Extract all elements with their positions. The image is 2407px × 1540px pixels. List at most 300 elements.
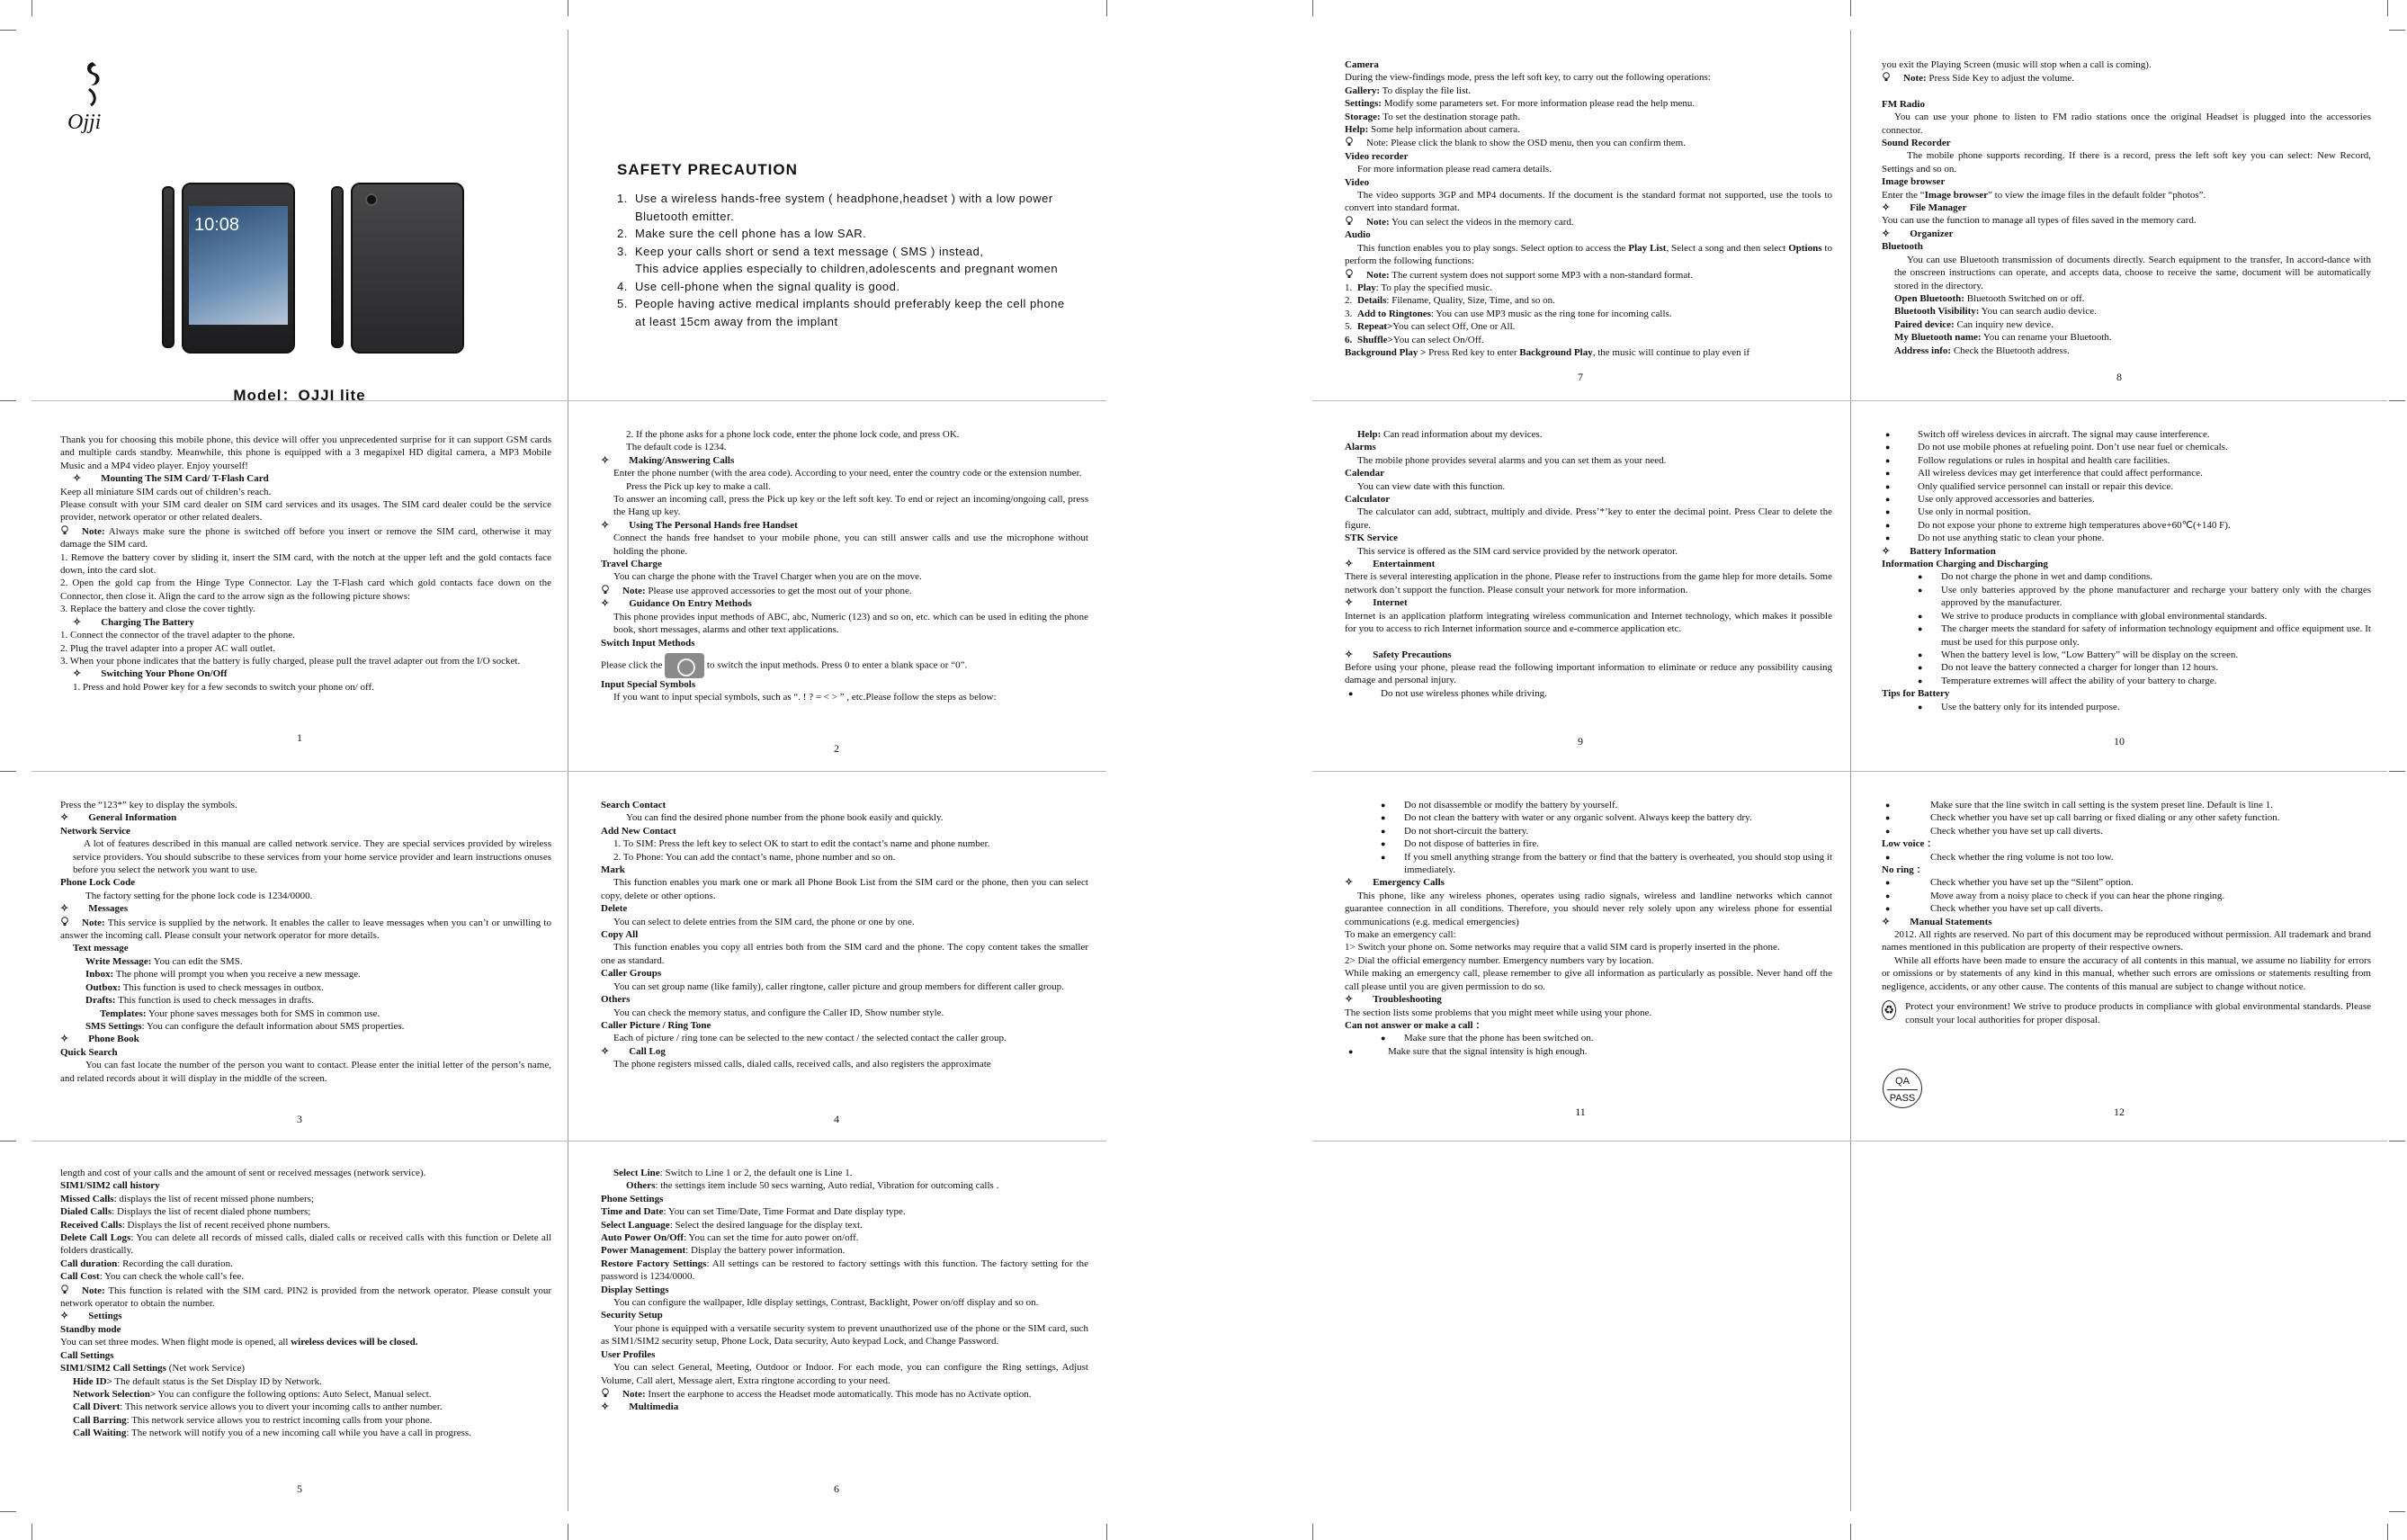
crop-mark [0,1511,16,1512]
paragraph: 2. Open the gold cap from the Hinge Type Connector. Lay the T-Flash card which gold contacts face down on the Connector, then close it. Align the card to the arrow sign as the following picture shows: [60,578,551,602]
list-item: ● Check whether you have set up call barring or fixed dialing or any other safety function. [1882,811,2371,824]
paragraph: The default code is 1234. [626,442,727,453]
safety-list [617,190,1085,330]
list-item: ● Do not use wireless phones while driving. [1345,687,1832,700]
crop-mark [1312,0,1313,16]
paragraph: You can use your phone to listen to FM radio stations once the original Headset is plugged into the accessories connector. [1882,112,2371,136]
paragraph: Others: the settings item include 50 secs warning, Auto redial, Vibration for outcoming calls . [626,1180,999,1192]
paragraph: If you want to input special symbols, such as “. ! ? = < > ” , etc.Please follow the steps as below: [613,692,997,703]
section-heading: FM Radio [1882,98,1925,110]
paragraph: A lot of features described in this manual are called network service. They are special services provided by wireless service providers. You should subscribe to these services from your home service provider and learn instructions onuses before you select the network you want to use. [73,838,551,876]
crop-mark [2387,0,2388,16]
paragraph: Call Divert: This network service allows you to divert your incoming calls to anther number. [73,1401,443,1413]
paragraph: You can check the memory status, and configure the Caller ID, Show number style. [613,1007,944,1018]
section-heading: Can not answer or make a call ： [1345,1019,1486,1031]
paragraph: Thank you for choosing this mobile phone, this device will offer you unprecedented surprise for it can support GSM cards and multiple cards standby. Meanwhile, this phone is equipped with a 3 megapixel HD digital camera, a MP3 Mobile Music and a MP4 video player. Enjoy yourself! [60,434,551,471]
page-content [1345,428,1832,736]
list-item: ● Do not expose your phone to extreme high temperatures above+60℃(+140 F). [1882,519,2371,532]
list-item: ● Make sure that the phone has been switched on. [1345,1032,1832,1044]
list-item: ● Use only batteries approved by the phone manufacturer and recharge your battery only with the charges approved by the manufacturer. [1882,584,2371,610]
list-item: ● We strive to produce products in compliance with global environmental standards. [1882,610,2371,622]
paragraph: Settings: Modify some parameters set. For more information please read the help menu. [1345,98,1696,110]
manual-page-11 [1312,772,1848,1142]
section-heading: Video [1345,176,1370,188]
list-item: ● Do not charge the phone in wet and damp conditions. [1882,570,2371,583]
paragraph: Paired device: Can inquiry new device. [1894,318,2054,330]
section-heading: ✧ Battery Information [1882,545,2371,558]
section-heading: Search Contact [601,800,667,810]
section-heading: ✧ Guidance On Entry Methods [601,597,1088,610]
list-item: ● Do not disassemble or modify the battery by yourself. [1345,799,1832,811]
page-content [60,434,551,736]
list-item: 2. If the phone asks for a phone lock code, enter the phone lock code, and press OK. [626,429,960,440]
page-number: 11 [1575,1106,1586,1118]
brand-name: Ojji [67,111,102,134]
crop-mark [2389,1141,2405,1142]
paragraph: To answer an incoming call, press the Pick up key or the left soft key. To end or reject an incoming/ongoing call, press the Hang up key. [613,494,1088,518]
list-item: 3. When your phone indicates that the battery is fully charged, please pull the travel adapter out from the I/O socket. [60,655,521,667]
section-heading: ✧ Settings [60,1310,551,1322]
paragraph: 2> Dial the official emergency number. Emergency numbers vary by location. [1345,954,1654,966]
note: Note: You can select the videos in the memory card. [1345,215,1832,228]
manual-page-12 [1851,772,2387,1142]
list-item: ● Move away from a noisy place to check if you can hear the phone ringing. [1882,890,2371,902]
paragraph: Write Message: You can edit the SMS. [85,955,243,967]
cover-panel [31,30,568,400]
section-heading: Call Settings [60,1349,114,1361]
section-heading: Network Service [60,825,130,837]
paragraph: Connect the hands free handset to your mobile phone, you can still answer calls and use the microphone without holding the phone. [613,533,1088,557]
paragraph: Bluetooth Visibility: You can search audio device. [1894,306,2097,318]
crop-mark [2389,400,2405,401]
lightbulb-icon [1345,216,1354,226]
paragraph: Please click the to switch the input methods. Press 0 to enter a blank space or “0”. [601,653,1088,678]
paragraph: You can set group name (like family), caller ringtone, caller picture and group members for different caller group. [613,980,1064,992]
paragraph: Gallery: To display the file list. [1345,85,1472,96]
paragraph: Call Barring: This network service allows you to restrict incoming calls from your phone. [73,1414,433,1426]
list-item: 2. Details: Filename, Quality, Size, Time, and so on. [1345,295,1555,307]
crop-mark [1312,1524,1313,1540]
paragraph: You can fast locate the number of the person you want to contact. Please enter the initial letter of the person’s name, and related records about it will display in the middle of the screen. [60,1060,551,1084]
section-heading: Caller Groups [601,968,662,980]
recycle-icon: ♻ [1882,1000,1896,1020]
section-heading: Calculator [1345,494,1391,506]
environment-notice: ♻ Protect your environment! We strive to produce products in compliance with global environmental standards. Please consult your local authorities for proper disposal. [1882,1000,2371,1026]
list-item: 2. Make sure the cell phone has a low SAR. [617,227,867,240]
page-number: 5 [297,1482,302,1495]
page-content [601,799,1088,1106]
crop-mark [2387,1524,2388,1540]
page-number: 4 [834,1113,839,1125]
paragraph: Templates: Your phone saves messages both for SMS in common use. [100,1007,380,1019]
section-heading: Switch Input Methods [601,637,695,649]
list-item: ● Do not use anything static to clean your phone. [1882,532,2371,544]
section-heading: Text message [73,943,129,954]
section-heading: Image browser [1882,176,1946,188]
paragraph: This phone provides input methods of ABC, abc, Numeric (123) and so on, etc. which can be used in editing the phone book, short messages, alarms and other text applications. [613,611,1088,636]
list-item-continuation: Bluetooth emitter. [635,209,735,223]
spacer [1345,636,1832,649]
list-item: 5. Repeat>You can select Off, One or All. [1345,321,1516,333]
list-item: ● Do not clean the battery with water or any organic solvent. Always keep the battery dry. [1345,811,1832,824]
note: Note: This function is related with the SIM card. PIN2 is provided from the network operator. Please consult your network operator to obtain the number. [60,1285,551,1310]
paragraph: Call Waiting: The network will notify you of a new incoming call while you have a call in progress. [73,1428,471,1439]
paragraph: 1> Switch your phone on. Some networks may require that a valid SIM card is properly inserted in the phone. [1345,942,1780,954]
section-heading: ✧ Safety Precautions [1345,649,1832,661]
list-item: ● Temperature extremes will affect the ability of your battery to charge. [1882,675,2371,687]
paragraph: Help: Some help information about camera. [1345,124,1520,136]
section-heading: ✧ Organizer [1882,228,2371,240]
list-item: ● Check whether you have set up the “Silent” option. [1882,876,2371,889]
section-heading: ✧ Making/Answering Calls [601,454,1088,467]
crop-mark [0,771,16,772]
paragraph: You can set three modes. When flight mode is opened, all wireless devices will be closed. [60,1337,418,1348]
section-heading: Caller Picture / Ring Tone [601,1019,711,1031]
paragraph: Press the Pick up key to make a call. [626,480,771,492]
section-heading: SIM1/SIM2 call history [60,1180,160,1192]
list-item: 3. Add to Ringtones: You can use MP3 music as the ring tone for incoming calls. [1345,308,1672,319]
paragraph: SMS Settings: You can configure the default information about SMS properties. [85,1020,405,1032]
lightbulb-icon [601,585,610,595]
list-item: 1. Use a wireless hands-free system ( headphone,headset ) with a low power [617,192,1053,205]
page-number: 8 [2116,371,2122,383]
paragraph: Drafts: This function is used to check messages in drafts. [85,995,314,1007]
paragraph: You can view date with this function. [1357,480,1506,492]
phone-side-view [162,186,174,348]
lightbulb-icon [60,525,69,535]
section-heading: ✧ Switching Your Phone On/Off [60,667,551,680]
paragraph: The section lists some problems that you might meet while using your phone. [1345,1007,1652,1018]
section-heading: Quick Search [60,1046,118,1058]
section-heading: ✧ Charging The Battery [60,616,551,629]
crop-mark [2389,771,2405,772]
note: Note: Always make sure the phone is switched off before you insert or remove the SIM card, otherwise it may damage the SIM card. [60,525,551,551]
paragraph: My Bluetooth name: You can rename your Bluetooth. [1894,332,2112,344]
paragraph: Enter the phone number (with the area code). According to your need, enter the country code or the extension number. [613,468,1082,479]
section-heading: Phone Lock Code [60,877,136,889]
qa-pass-stamp: QA PASS [1883,1069,1922,1108]
note: Note: Please click the blank to show the OSD menu, then you can confirm them. [1345,136,1832,149]
model-label: Model：OJJI lite [233,387,366,400]
section-heading: Calendar [1345,468,1384,479]
section-heading: ✧ General Information [60,811,551,824]
page-content [1882,799,2371,1043]
list-item: ● Check whether you have set up call diverts. [1882,825,2371,837]
paragraph: Please consult with your SIM card dealer on SIM card services and its usages. The SIM card dealer could be the service provider, network operator or other related dealers. [60,499,551,524]
paragraph: Delete Call Logs: You can delete all records of missed calls, dialed calls or received calls with this function or Delete all folders drastically. [60,1232,551,1257]
paragraph: Open Bluetooth: Bluetooth Switched on or off. [1894,292,2085,304]
list-item: 2. To Phone: You can add the contact’s name, phone number and so on. [613,851,896,863]
manual-page-9 [1312,401,1848,772]
section-heading: Low voice ： [1882,838,1937,850]
list-item: 6. Shuffle>You can select On/Off. [1345,334,1484,345]
list-item: 1. Connect the connector of the travel adapter to the phone. [60,630,295,641]
paragraph: Before using your phone, please read the following important information to eliminate or reduce any possibility causing damage and personal injury. [1345,661,1832,686]
page-number: 10 [2114,735,2125,748]
list-item: ● Do not short-circuit the battery. [1345,825,1832,837]
paragraph: Storage: To set the destination storage path. [1345,111,1520,122]
crop-mark [0,400,16,401]
page-number: 1 [297,731,302,744]
section-heading: Input Special Symbols [601,678,696,690]
paragraph: Dialed Calls: Displays the list of recent dialed phone numbers; [60,1206,311,1218]
list-item: ● Use only approved accessories and batteries. [1882,493,2371,506]
lightbulb-icon [1345,269,1354,279]
paragraph: Restore Factory Settings: All settings can be restored to factory settings with this function. The factory setting for the password is 1234/0000. [601,1258,1088,1283]
phone-clock: 10:08 [194,215,240,235]
manual-page-10 [1851,401,2387,772]
paragraph: You can find the desired phone number from the phone book easily and quickly. [626,812,944,824]
list-item: ● Only qualified service personnel can install or repair this device. [1882,480,2371,493]
paragraph: Power Management: Display the battery power information. [601,1245,846,1257]
list-item: 1. Press and hold Power key for a few seconds to switch your phone on/ off. [73,681,374,693]
paragraph: SIM1/SIM2 Call Settings (Net work Service) [60,1363,246,1374]
page-content [1345,799,1832,1106]
list-item: ● Do not dispose of batteries in fire. [1345,837,1832,850]
paragraph: Network Selection> You can configure the following options: Auto Select, Manual select. [73,1388,432,1400]
section-heading: Camera [1345,59,1379,70]
paragraph: This phone, like any wireless phones, operates using radio signals, wireless and landline networks which cannot guarantee connection in all conditions. Therefore, you should never rely solely upon any wireless phone for essential communications (e.g. medical emergencies) [1345,890,1832,927]
page-content [601,428,1088,736]
crop-mark [0,1141,16,1142]
paragraph: You can use Bluetooth transmission of documents directly. Search equipment to the transfer, In accord-dance with the onscreen instructions can operate, and accepts data, choose to receive the same, document will be automatically stored in the directory. [1894,254,2371,291]
list-item: 1. To SIM: Press the left key to select OK to start to edit the contact’s name and phone number. [613,838,990,850]
paragraph: To make an emergency call: [1345,929,1456,941]
page-number: 12 [2114,1106,2125,1118]
section-heading: ✧ Phone Book [60,1033,551,1045]
paragraph: This function enables you copy all entries both from the SIM card and the phone. The copy content takes the smaller one as standard. [601,942,1088,966]
manual-page-1 [31,401,568,772]
note: Note: Press Side Key to adjust the volume. [1882,71,2371,85]
list-item: ● If you smell anything strange from the battery or find that the battery is overheated, you should stop using it immediately. [1345,851,1832,877]
list-item: 5. People having active medical implants should preferably keep the cell phone [617,297,1065,310]
paragraph: Outbox: This function is used to check messages in outbox. [85,981,325,993]
section-heading: Sound Recorder [1882,138,1951,149]
crop-mark [1850,1524,1851,1540]
note: Note: The current system does not support some MP3 with a non-standard format. [1345,268,1832,282]
section-heading: Mark [601,864,625,876]
section-heading: ✧ Mounting The SIM Card/ T-Flash Card [60,472,551,485]
paragraph: Auto Power On/Off: You can set the time for auto power on/off. [601,1232,859,1244]
section-heading: ✧ Multimedia [601,1401,1088,1413]
paragraph: You can select to delete entries from the SIM card, the phone or one by one. [613,916,915,927]
section-heading: ✧ Call Log [601,1045,1088,1058]
paragraph: During the view-findings mode, press the left soft key, to carry out the following operations: [1345,72,1711,84]
section-heading: Others [601,994,631,1006]
list-item: ● Do not use mobile phones at refueling point. Don’t use near fuel or chemicals. [1882,441,2371,453]
paragraph: Select Language: Select the desired language for the display text. [601,1219,863,1231]
lightbulb-icon [1882,72,1891,82]
left-sheet [0,0,1142,1540]
paragraph: Keep all miniature SIM cards out of children’s reach. [60,486,272,497]
safety-title: SAFETY PRECAUTION [617,161,798,178]
section-heading: ✧ Emergency Calls [1345,876,1832,889]
paragraph: This function enables you mark one or mark all Phone Book List from the SIM card or the phone, then you can select copy, delete or other options. [601,877,1088,901]
crop-mark [1106,1524,1107,1540]
paragraph: While all efforts have been made to ensure the accuracy of all contents in this manual, we assume no liability for errors or omissions or by statements of any kind in this manual, whether such errors are omissions or statements resulting from negligence, accidents, or any other cause. The contents of this manual are subject to change without notice. [1882,954,2371,992]
list-item: ● Do not leave the battery connected a charger for longer than 12 hours. [1882,661,2371,674]
section-heading: User Profiles [601,1348,656,1360]
paragraph: You can charge the phone with the Travel Charger when you are on the move. [613,571,922,583]
paragraph: Call duration: Recording the call duration. [60,1258,233,1269]
list-item: ● Check whether you have set up call diverts. [1882,902,2371,915]
section-heading: Phone Settings [601,1193,664,1204]
paragraph: This function enables you to play songs. Select option to access the Play List, Select a song and then select Options to perform the following functions: [1345,242,1832,267]
page-content [601,1167,1088,1476]
page-content [1882,58,2371,364]
manual-page-4 [568,772,1105,1142]
manual-page-8 [1851,30,2387,400]
list-item-continuation: This advice applies especially to children,adolescents and pregnant women [635,262,1059,275]
paragraph: This service is offered as the SIM card service provided by the network operator. [1357,545,1678,557]
paragraph: length and cost of your calls and the amount of sent or received messages (network service). [60,1168,426,1178]
paragraph: Each of picture / ring tone can be selected to the new contact / the selected contact the caller group. [613,1033,1007,1044]
list-item: ● The charger meets the standard for safety of information technology equipment and office equipment use. It must be used for this purpose only. [1882,622,2371,649]
lightbulb-icon [60,917,69,927]
paragraph: There is several interesting application in the phone. Please refer to instructions from the game hlep for more details. Some network don’t support the function. Please consult your network for more information. [1345,571,1832,595]
note: Note: Insert the earphone to access the Headset mode automatically. This mode has no Activate option. [601,1387,1088,1401]
paragraph: 2012. All rights are reserved. No part of this document may be reproduced without permission. All trademark and brand names mentioned in this publication are property of their respective owners. [1882,929,2371,954]
lightbulb-icon [601,1388,610,1398]
phone-side-view [331,186,344,348]
input-method-icon [665,653,704,678]
safety-precaution-panel [568,30,1105,400]
paragraph: Select Line: Switch to Line 1 or 2, the default one is Line 1. [613,1168,853,1178]
list-item: ● Follow regulations or rules in hospital and health care facilities. [1882,454,2371,467]
lightbulb-icon [1345,137,1354,147]
right-sheet [1308,0,2407,1540]
paragraph: Internet is an application platform integrating wireless communication and Internet technology, which makes it possible for you to access to rich Internet information source and e-commerce application etc. [1345,610,1832,635]
section-heading: Display Settings [601,1284,669,1295]
paragraph: Call Cost: You can check the whole call’s fee. [60,1271,245,1283]
paragraph: 3. Replace the battery and close the cover tightly. [60,604,255,615]
section-heading: Delete [601,903,628,915]
paragraph: you exit the Playing Screen (music will stop when a call is coming). [1882,59,2152,70]
page-content [60,1167,551,1476]
paragraph: Help: Can read information about my devices. [1357,429,1543,440]
paragraph: Your phone is equipped with a versatile security system to prevent unauthorized use of the phone or the SIM card, such as SIM1/SIM2 security setup, Phone Lock, Data security, Auto keypad Lock, and Change Password. [601,1322,1088,1348]
page-number: 6 [834,1482,839,1495]
section-heading: Standby mode [60,1323,121,1335]
section-heading: Information Charging and Discharging [1882,559,2048,570]
manual-page-2 [568,401,1105,772]
section-heading: ✧ Manual Statements [1882,916,2371,928]
paragraph: Missed Calls: displays the list of recent missed phone numbers; [60,1193,314,1204]
page-number: 3 [297,1113,302,1125]
paragraph: Background Play > Press Red key to enter Background Play, the music will continue to play even if [1345,346,1750,358]
paragraph: You can configure the wallpaper, Idle display settings, Contrast, Backlight, Power on/off display and so on. [613,1297,1039,1309]
phone-screen [189,206,288,325]
paragraph: Press the “123*” key to display the symbols. [60,800,237,810]
list-item: 2. Plug the travel adapter into a proper AC wall outlet. [60,642,275,654]
paragraph: The mobile phone supports recording. If there is a record, press the left soft key you can select: New Record, Settings and so on. [1882,150,2371,175]
list-item-continuation: at least 15cm away from the implant [635,314,838,328]
page-number: 9 [1578,735,1583,748]
section-heading: Audio [1345,229,1371,241]
list-item: ● Use only in normal position. [1882,506,2371,518]
paragraph: You can select General, Meeting, Outdoor or Indoor. For each mode, you can configure the Ring settings, Adjust Volume, Call alert, Message alert, Extra ringtone according to your need. [601,1362,1088,1386]
crop-mark [31,1524,32,1540]
list-item: 3. Keep your calls short or send a text message ( SMS ) instead, [617,244,984,258]
paragraph: Received Calls: Displays the list of recent received phone numbers. [60,1219,330,1231]
page-content [60,799,551,1106]
paragraph: Inbox: The phone will prompt you when you receive a new message. [85,969,361,980]
section-heading: ✧ File Manager [1882,201,2371,214]
crop-mark [2389,1511,2405,1512]
paragraph: 1. Remove the battery cover by sliding it, insert the SIM card, with the notch at the upper left and the gold contacts face down, into the card slot. [60,551,551,577]
section-heading: ✧ Using The Personal Hands free Handset [601,519,1088,532]
spacer [1882,85,2371,98]
crop-mark [1850,0,1851,16]
paragraph: Address info: Check the Bluetooth address. [1894,345,2070,356]
section-heading: Bluetooth [1882,241,1923,253]
paragraph: The calculator can add, subtract, multiply and divide. Press’*’key to enter the decimal point. Press Clear to delete the figure. [1345,506,1832,531]
paragraph: Time and Date: You can set Time/Date, Time Format and Date display type. [601,1206,906,1218]
list-item: ● Make sure that the line switch in call setting is the system preset line. Default is line 1. [1882,799,2371,811]
paragraph: The mobile phone provides several alarms and you can set them as your need. [1357,454,1667,466]
lightbulb-icon [60,1285,69,1294]
crop-mark [0,30,16,31]
list-item: ● Make sure that the signal intensity is high enough. [1345,1045,1832,1058]
phone-back-view [351,183,464,354]
paragraph: The video supports 3GP and MP4 documents. If the document is the standard format not supported, use the tools to convert into standard format. [1345,190,1832,214]
list-item: ● All wireless devices may get interference that could affect performance. [1882,467,2371,479]
section-heading: Tips for Battery [1882,688,1950,700]
paragraph: The factory setting for the phone lock code is 1234/0000. [85,890,313,901]
section-heading: No ring ： [1882,864,1927,876]
list-item: 1. Play: To play the specified music. [1345,282,1492,293]
list-item: ● Switch off wireless devices in aircraft. The signal may cause interference. [1882,428,2371,441]
section-heading: Travel Charge [601,559,662,570]
camera-lens-icon [365,193,378,206]
paragraph: The phone registers missed calls, dialed calls, received calls, and also registers the approximate [613,1059,991,1070]
note: Note: This service is supplied by the network. It enables the caller to leave messages when you can’t or unwilling to answer the incoming call. Please consult your network operator for more details. [60,917,551,942]
section-heading: ✧ Internet [1345,596,1832,609]
phone-front-view [182,183,295,354]
paragraph: You can use the function to manage all types of files saved in the memory card. [1882,215,2197,227]
section-heading: ✧ Messages [60,902,551,915]
section-heading: Alarms [1345,442,1376,453]
page-content [1345,58,1832,364]
paragraph: Hide ID> The default status is the Set Display ID by Network. [73,1375,322,1387]
paragraph: For more information please read camera details. [1357,164,1552,175]
section-heading: Video recorder [1345,150,1409,162]
note: Note: Please use approved accessories to get the most out of your phone. [601,584,1088,597]
section-heading: Add New Contact [601,825,676,837]
section-heading: STK Service [1345,533,1398,544]
list-item: ● Use the battery only for its intended purpose. [1882,701,2371,713]
manual-page-6 [568,1142,1105,1512]
crop-mark [2389,30,2405,31]
list-item: 4. Use cell-phone when the signal quality is good. [617,279,900,293]
page-number: 2 [834,742,839,755]
brand-logo [66,55,120,154]
page-content [1882,428,2371,736]
crop-mark [1106,0,1107,16]
manual-page-3 [31,772,568,1142]
section-heading: ✧ Troubleshooting [1345,993,1832,1006]
paragraph: Enter the “Image browser” to view the image files in the default folder “photos”. [1882,189,2206,201]
page-number: 7 [1578,371,1583,383]
crop-mark [31,0,32,16]
manual-page-5 [31,1142,568,1512]
list-item: ● When the battery level is low, “Low Battery” will be display on the screen. [1882,649,2371,661]
section-heading: ✧ Entertainment [1345,558,1832,570]
paragraph: While making an emergency call, please remember to give all information as particularly as possible. Never hand off the call please until you are given permission to do so. [1345,968,1832,992]
list-item: ● Check whether the ring volume is not too low. [1882,851,2371,864]
section-heading: Copy All [601,929,639,941]
manual-page-7 [1312,30,1848,400]
